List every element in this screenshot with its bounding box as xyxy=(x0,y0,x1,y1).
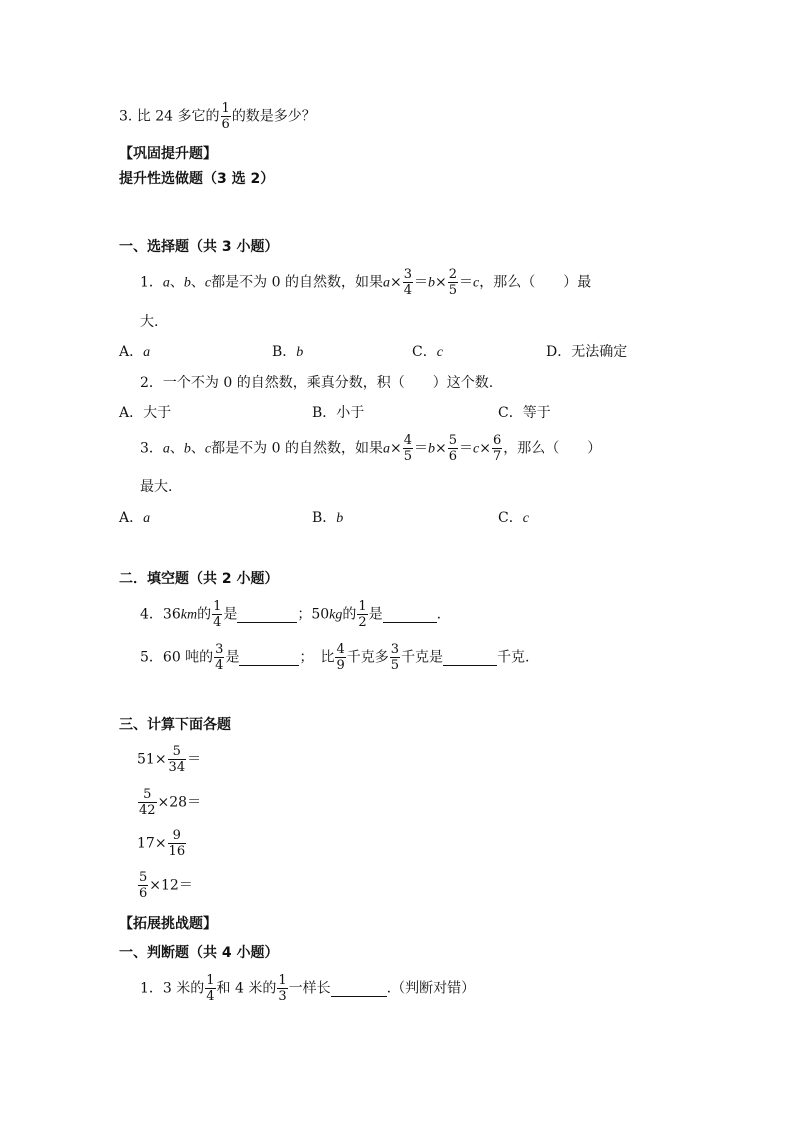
times: × xyxy=(479,440,491,457)
answer-blank[interactable] xyxy=(239,651,299,666)
unit-km: km xyxy=(180,607,198,623)
denominator: 6 xyxy=(221,117,230,132)
q2-option-a: A．大于 xyxy=(119,405,172,421)
numerator: 9 xyxy=(168,829,187,844)
fraction xyxy=(403,434,413,463)
section-title-fill: 二．填空题（共 2 小题） xyxy=(119,571,279,587)
text: 17× xyxy=(137,835,167,852)
text: 、 xyxy=(169,274,184,291)
text: 1． xyxy=(140,274,163,291)
q1-option-b xyxy=(272,345,303,360)
fill-question-4 xyxy=(140,600,441,629)
numerator: 4 xyxy=(336,642,345,657)
choice-question-3 xyxy=(140,434,601,463)
fraction xyxy=(357,600,367,629)
var: b xyxy=(296,345,304,360)
denominator: 34 xyxy=(168,760,186,775)
var: c xyxy=(522,511,529,526)
numerator: 1 xyxy=(278,973,287,988)
equals: ＝ xyxy=(187,751,202,768)
text: 5．60 吨的 xyxy=(140,649,214,666)
var-a: a xyxy=(162,275,170,291)
denominator: 9 xyxy=(336,658,345,673)
text: 千克是 xyxy=(401,649,444,666)
fraction xyxy=(390,643,400,672)
fraction xyxy=(212,600,222,629)
var-b: b xyxy=(427,275,435,291)
q3-option-c xyxy=(498,511,529,526)
var-b: b xyxy=(183,441,191,457)
text: 3. 比 24 多它的 xyxy=(119,108,220,125)
fraction xyxy=(448,268,458,297)
text: 千克. xyxy=(497,649,530,666)
fraction xyxy=(138,788,157,817)
fraction xyxy=(214,643,224,672)
calc-item-2 xyxy=(137,788,201,817)
var-a: a xyxy=(382,275,390,291)
numerator: 5 xyxy=(448,433,457,448)
answer-blank[interactable] xyxy=(443,651,497,666)
q1-option-c xyxy=(412,345,443,360)
header-consolidate: 【巩固提升题】 xyxy=(119,146,217,162)
choice-question-1 xyxy=(140,268,591,297)
numerator: 6 xyxy=(492,433,502,448)
denominator: 5 xyxy=(448,283,457,298)
equals: ＝ xyxy=(413,440,428,457)
numerator: 1 xyxy=(206,973,215,988)
denominator: 5 xyxy=(390,658,400,673)
fraction xyxy=(403,268,413,297)
text: 的 xyxy=(342,606,357,623)
var-c: c xyxy=(472,275,480,291)
numerator: 5 xyxy=(168,745,187,760)
judge-question-1 xyxy=(140,974,475,1003)
fill-question-5 xyxy=(140,643,529,672)
text: 和 4 米的 xyxy=(216,980,277,997)
text: ，那么（ ） xyxy=(503,440,602,457)
numerator: 3 xyxy=(390,642,400,657)
text: .（判断对错） xyxy=(386,980,476,997)
var-a: a xyxy=(162,441,170,457)
text: 是 xyxy=(225,649,240,666)
var-b: b xyxy=(427,441,435,457)
denominator: 4 xyxy=(403,283,412,298)
text: 都是不为 0 的自然数，如果 xyxy=(211,274,383,291)
fraction xyxy=(492,434,502,463)
text: 51× xyxy=(137,751,167,768)
fraction xyxy=(448,434,458,463)
var-c: c xyxy=(204,441,212,457)
numerator: 5 xyxy=(139,870,148,885)
var: c xyxy=(436,345,443,360)
denominator: 6 xyxy=(139,886,148,901)
var-c: c xyxy=(204,275,212,291)
fraction xyxy=(277,974,287,1003)
subheader-optional: 提升性选做题（3 选 2） xyxy=(119,171,275,187)
text: C． xyxy=(412,344,437,360)
var: b xyxy=(336,511,344,526)
var-b: b xyxy=(183,275,191,291)
equals: ＝ xyxy=(458,274,473,291)
q1-option-a xyxy=(119,345,150,360)
text: 是 xyxy=(223,606,238,623)
denominator: 2 xyxy=(358,615,367,630)
answer-blank[interactable] xyxy=(237,608,297,623)
text: 、 xyxy=(190,440,205,457)
answer-blank[interactable] xyxy=(383,608,437,623)
denominator: 42 xyxy=(139,803,156,818)
text: 都是不为 0 的自然数，如果 xyxy=(211,440,383,457)
numerator: 5 xyxy=(138,788,157,803)
choice-question-1-cont: 大. xyxy=(140,314,159,330)
text: 的数是多少？ xyxy=(231,108,316,125)
text: . xyxy=(436,606,442,623)
denominator: 7 xyxy=(492,449,502,464)
q3-option-a xyxy=(119,511,150,526)
text: B． xyxy=(272,344,297,360)
var-c: c xyxy=(472,441,480,457)
numerator: 1 xyxy=(358,599,367,614)
var: a xyxy=(143,511,151,526)
calc-item-3 xyxy=(137,829,187,858)
numerator: 1 xyxy=(221,101,230,116)
text: ； 比 xyxy=(299,649,335,666)
text: ×12＝ xyxy=(149,877,193,894)
var: a xyxy=(143,345,151,360)
text: 、 xyxy=(169,440,184,457)
text: B． xyxy=(312,510,337,526)
choice-question-2: 2．一个不为 0 的自然数，乘真分数，积（ ）这个数. xyxy=(140,375,494,391)
text: 是 xyxy=(368,606,383,623)
text: 一样长 xyxy=(288,980,331,997)
denominator: 4 xyxy=(215,658,224,673)
numerator: 2 xyxy=(448,267,457,282)
section-title-choice: 一、选择题（共 3 小题） xyxy=(119,239,279,255)
numerator: 1 xyxy=(213,599,222,614)
calc-item-1 xyxy=(137,745,201,774)
section-title-calc: 三、计算下面各题 xyxy=(119,717,231,733)
denominator: 16 xyxy=(168,844,186,859)
unit-kg: kg xyxy=(329,607,343,623)
text: 千克多 xyxy=(346,649,389,666)
text: 1．3 米的 xyxy=(140,980,205,997)
calc-item-4 xyxy=(137,871,193,900)
q2-option-c: C．等于 xyxy=(498,405,551,421)
text: ，那么（ ）最 xyxy=(479,274,592,291)
denominator: 5 xyxy=(403,449,412,464)
review-question-3 xyxy=(119,102,316,131)
answer-blank[interactable] xyxy=(331,982,387,997)
numerator: 3 xyxy=(215,642,224,657)
numerator: 4 xyxy=(403,433,412,448)
times: × xyxy=(389,440,402,457)
q2-option-b: B．小于 xyxy=(312,405,365,421)
q3-option-b xyxy=(312,511,343,526)
times: × xyxy=(434,274,447,291)
text: A． xyxy=(119,510,144,526)
fraction xyxy=(335,643,345,672)
times: × xyxy=(389,274,402,291)
equals: ＝ xyxy=(413,274,428,291)
denominator: 4 xyxy=(213,615,222,630)
text: ×28＝ xyxy=(157,794,202,811)
denominator: 6 xyxy=(448,449,457,464)
text: ；50 xyxy=(297,606,330,623)
denominator: 3 xyxy=(278,989,287,1004)
text: A． xyxy=(119,344,144,360)
fraction xyxy=(221,102,231,131)
q1-option-d: D．无法确定 xyxy=(546,344,628,360)
header-challenge: 【拓展挑战题】 xyxy=(119,916,217,932)
numerator: 3 xyxy=(403,267,412,282)
choice-question-3-cont: 最大. xyxy=(140,479,173,495)
section-title-judge: 一、判断题（共 4 小题） xyxy=(119,945,279,961)
times: × xyxy=(434,440,447,457)
text: C． xyxy=(498,510,523,526)
denominator: 4 xyxy=(206,989,215,1004)
text: 的 xyxy=(197,606,212,623)
fraction xyxy=(168,745,187,774)
text: 、 xyxy=(190,274,205,291)
var-a: a xyxy=(382,441,390,457)
equals: ＝ xyxy=(458,440,473,457)
fraction xyxy=(205,974,215,1003)
text: 3． xyxy=(140,440,163,457)
text: 4．36 xyxy=(140,606,181,623)
fraction xyxy=(168,829,187,858)
fraction xyxy=(138,871,148,900)
